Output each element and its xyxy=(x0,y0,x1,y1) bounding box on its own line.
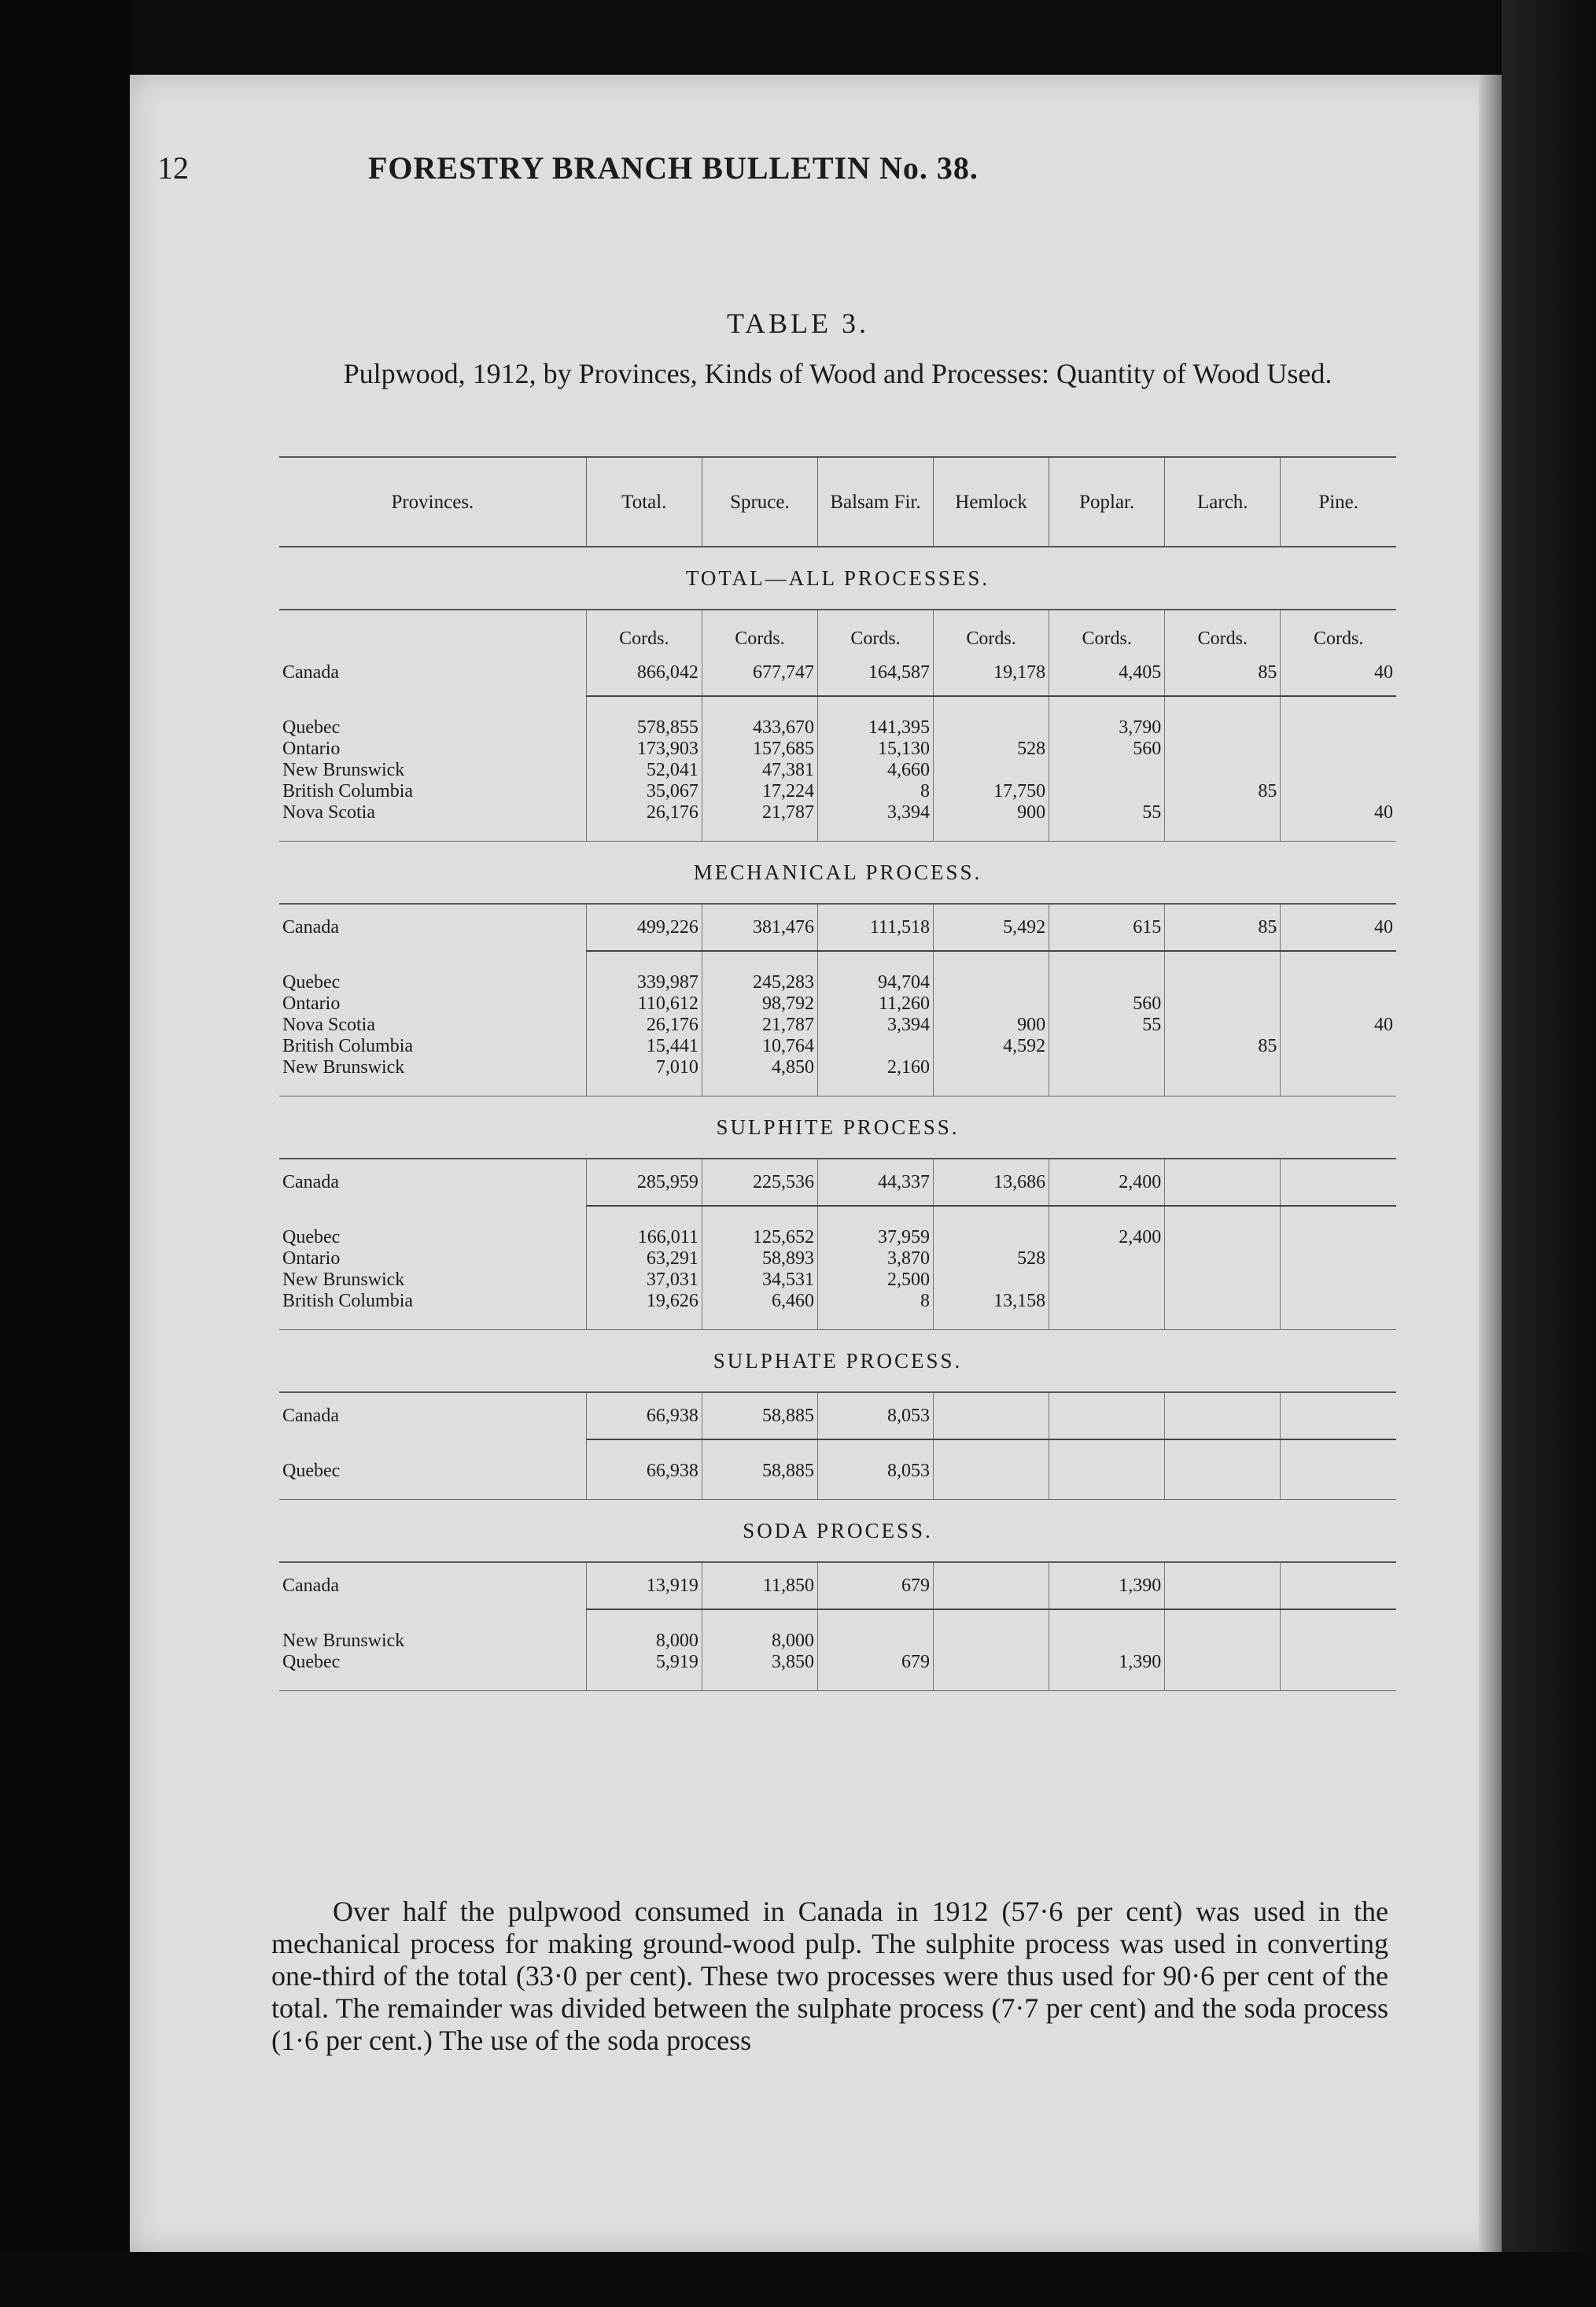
value-cell xyxy=(934,1057,1049,1096)
value-cell: 15,130 xyxy=(817,739,933,760)
value-cell: 19,626 xyxy=(586,1291,702,1330)
value-cell: 26,176 xyxy=(586,1015,702,1036)
value-cell xyxy=(1049,1291,1165,1330)
value-cell: 94,704 xyxy=(817,972,933,993)
table-number: TABLE 3. xyxy=(726,308,870,339)
value-cell: 615 xyxy=(1049,904,1165,951)
spacer-cell xyxy=(934,1609,1049,1631)
province-label: Canada xyxy=(282,1406,339,1426)
table-body xyxy=(279,547,1396,1691)
spacer-cell xyxy=(586,1439,702,1461)
value-cell: 11,260 xyxy=(817,993,933,1015)
section-title-row xyxy=(279,1096,1396,1159)
province-label: Quebec xyxy=(282,972,341,993)
spacer-cell xyxy=(702,1609,817,1631)
value-cell xyxy=(1281,739,1396,760)
value-cell: 164,587 xyxy=(817,650,933,696)
spacer-cell xyxy=(702,951,817,972)
spacer-cell xyxy=(817,1206,933,1227)
value-cell xyxy=(1165,1562,1281,1609)
value-cell xyxy=(934,1631,1049,1652)
section-title: SODA PROCESS. xyxy=(279,1500,1396,1563)
value-cell xyxy=(934,1562,1049,1609)
spacer-cell xyxy=(1049,1206,1165,1227)
province-label: Quebec xyxy=(279,1652,586,1691)
table-row xyxy=(279,1227,1396,1248)
spacer-cell xyxy=(279,1206,586,1227)
value-cell: 13,158 xyxy=(934,1291,1049,1330)
column-header: Balsam Fir. xyxy=(817,457,933,547)
value-cell: 2,400 xyxy=(1049,1159,1165,1206)
value-cell xyxy=(1165,1291,1281,1330)
spacer-cell xyxy=(702,1439,817,1461)
value-cell: 3,394 xyxy=(817,1015,933,1036)
table-row xyxy=(279,1291,1396,1330)
spacer-cell xyxy=(1281,1439,1396,1461)
value-cell xyxy=(934,1270,1049,1291)
value-cell: 40 xyxy=(1281,904,1396,951)
value-cell: 66,938 xyxy=(586,1392,702,1439)
value-cell xyxy=(1281,993,1396,1015)
table-row xyxy=(279,1015,1396,1036)
section-title: SULPHITE PROCESS. xyxy=(279,1096,1396,1159)
unit-label: Cords. xyxy=(586,610,702,650)
section-title: TOTAL—ALL PROCESSES. xyxy=(279,547,1396,610)
province-label: Quebec xyxy=(282,717,341,738)
value-cell: 679 xyxy=(817,1562,933,1609)
spacer-row xyxy=(279,696,1396,717)
unit-label: Cords. xyxy=(934,610,1049,650)
province-label: Canada xyxy=(282,917,339,938)
canada-total-row xyxy=(279,650,1396,696)
value-cell: 499,226 xyxy=(586,904,702,951)
table-row xyxy=(279,1652,1396,1691)
province-label: Nova Scotia xyxy=(282,1015,375,1035)
page-number: 12 xyxy=(157,150,189,186)
table-row xyxy=(279,717,1396,739)
value-cell: 1,390 xyxy=(1049,1652,1165,1691)
unit-label: Cords. xyxy=(1165,610,1281,650)
column-header: Poplar. xyxy=(1049,457,1165,547)
scan-border-bottom xyxy=(0,2252,1596,2307)
value-cell: 37,959 xyxy=(817,1227,933,1248)
value-cell: 339,987 xyxy=(586,972,702,993)
value-cell: 8 xyxy=(817,781,933,802)
canada-total-row xyxy=(279,1392,1396,1439)
value-cell: 245,283 xyxy=(702,972,817,993)
value-cell xyxy=(1049,1392,1165,1439)
province-label: Canada xyxy=(282,1575,339,1596)
value-cell xyxy=(1165,1461,1281,1500)
value-cell: 1,390 xyxy=(1049,1562,1165,1609)
page-edge xyxy=(1479,75,1502,2252)
spacer-cell xyxy=(1049,1439,1165,1461)
value-cell: 4,405 xyxy=(1049,650,1165,696)
spacer-cell xyxy=(279,1439,586,1461)
value-cell xyxy=(1165,993,1281,1015)
value-cell: 34,531 xyxy=(702,1270,817,1291)
spacer-cell xyxy=(817,951,933,972)
section-title-row xyxy=(279,1330,1396,1393)
value-cell: 13,686 xyxy=(934,1159,1049,1206)
value-cell: 5,919 xyxy=(586,1652,702,1691)
value-cell xyxy=(1165,1392,1281,1439)
value-cell: 8 xyxy=(817,1291,933,1330)
value-cell xyxy=(1281,1631,1396,1652)
table-header-row xyxy=(279,457,1396,547)
spacer-cell xyxy=(934,1206,1049,1227)
value-cell xyxy=(1281,1227,1396,1248)
value-cell: 13,919 xyxy=(586,1562,702,1609)
section-title-row xyxy=(279,842,1396,905)
spacer-cell xyxy=(586,1206,702,1227)
spacer-cell xyxy=(1165,696,1281,717)
table-row xyxy=(279,1270,1396,1291)
value-cell: 560 xyxy=(1049,993,1165,1015)
value-cell xyxy=(934,993,1049,1015)
value-cell: 2,500 xyxy=(817,1270,933,1291)
value-cell: 3,870 xyxy=(817,1248,933,1270)
value-cell: 157,685 xyxy=(702,739,817,760)
column-header: Total. xyxy=(586,457,702,547)
value-cell xyxy=(1049,1631,1165,1652)
value-cell: 433,670 xyxy=(702,717,817,739)
value-cell: 17,224 xyxy=(702,781,817,802)
spacer-cell xyxy=(1165,1439,1281,1461)
value-cell: 866,042 xyxy=(586,650,702,696)
table-row xyxy=(279,1036,1396,1057)
value-cell xyxy=(1165,1631,1281,1652)
value-cell: 560 xyxy=(1049,739,1165,760)
value-cell: 578,855 xyxy=(586,717,702,739)
value-cell: 44,337 xyxy=(817,1159,933,1206)
value-cell: 11,850 xyxy=(702,1562,817,1609)
value-cell xyxy=(934,760,1049,781)
province-label: British Columbia xyxy=(282,781,414,802)
column-header: Hemlock xyxy=(934,457,1049,547)
value-cell: 40 xyxy=(1281,650,1396,696)
value-cell: 2,400 xyxy=(1049,1227,1165,1248)
table-row xyxy=(279,760,1396,781)
value-cell xyxy=(1281,1461,1396,1500)
spacer-cell xyxy=(1281,1206,1396,1227)
unit-label: Cords. xyxy=(1281,610,1396,650)
value-cell: 4,850 xyxy=(702,1057,817,1096)
value-cell xyxy=(1165,1015,1281,1036)
value-cell xyxy=(1165,1159,1281,1206)
canada-total-row xyxy=(279,1159,1396,1206)
value-cell xyxy=(934,1652,1049,1691)
value-cell: 111,518 xyxy=(817,904,933,951)
unit-label: Cords. xyxy=(817,610,933,650)
table-row xyxy=(279,802,1396,842)
value-cell: 2,160 xyxy=(817,1057,933,1096)
value-cell: 528 xyxy=(934,739,1049,760)
body-paragraph xyxy=(271,1896,1388,2057)
spacer-cell xyxy=(586,951,702,972)
province-label: Ontario xyxy=(282,739,341,759)
value-cell xyxy=(1165,1057,1281,1096)
province-label: British Columbia xyxy=(279,1291,586,1330)
value-cell xyxy=(817,1036,933,1057)
value-cell: 66,938 xyxy=(586,1461,702,1500)
table-row xyxy=(279,1461,1396,1500)
section-title-row xyxy=(279,1500,1396,1563)
table-caption: Pulpwood, 1912, by Provinces, Kinds of Wood and Processes: Quantity of Wood Used. xyxy=(343,358,1332,389)
value-cell: 679 xyxy=(817,1652,933,1691)
value-cell xyxy=(1049,1248,1165,1270)
value-cell: 8,000 xyxy=(702,1631,817,1652)
scan-border-top xyxy=(0,0,1596,75)
value-cell: 3,850 xyxy=(702,1652,817,1691)
spacer-cell xyxy=(586,696,702,717)
value-cell: 35,067 xyxy=(586,781,702,802)
units-spacer xyxy=(279,610,586,650)
table-row xyxy=(279,993,1396,1015)
table-row xyxy=(279,1248,1396,1270)
spacer-cell xyxy=(1281,696,1396,717)
province-label: New Brunswick xyxy=(282,1631,405,1651)
province-label: Nova Scotia xyxy=(279,802,586,842)
value-cell: 63,291 xyxy=(586,1248,702,1270)
value-cell: 55 xyxy=(1049,802,1165,842)
unit-label: Cords. xyxy=(702,610,817,650)
value-cell xyxy=(934,717,1049,739)
value-cell xyxy=(1165,1652,1281,1691)
value-cell: 15,441 xyxy=(586,1036,702,1057)
value-cell xyxy=(1165,1227,1281,1248)
province-label: Quebec xyxy=(279,1461,586,1500)
value-cell xyxy=(1049,1036,1165,1057)
value-cell xyxy=(817,1631,933,1652)
value-cell: 37,031 xyxy=(586,1270,702,1291)
value-cell: 8,000 xyxy=(586,1631,702,1652)
value-cell: 40 xyxy=(1281,802,1396,842)
spacer-cell xyxy=(817,1609,933,1631)
value-cell xyxy=(1049,972,1165,993)
value-cell: 17,750 xyxy=(934,781,1049,802)
units-row xyxy=(279,610,1396,650)
unit-label: Cords. xyxy=(1049,610,1165,650)
value-cell: 4,660 xyxy=(817,760,933,781)
paragraph-text: Over half the pulpwood consumed in Canada in 1912 (57·6 per cent) was used in the mechanical process for making ground-wood pulp. The sulphite process was used in converting one-third of the total (33·0 per cent). These two processes were thus used for 90·6 per cent of the total. The remainder was divided between the sulphate process (7·7 per cent) and the soda process (1·6 per cent.) The use of the soda process xyxy=(271,1896,1388,2056)
value-cell: 47,381 xyxy=(702,760,817,781)
value-cell: 4,592 xyxy=(934,1036,1049,1057)
value-cell xyxy=(1281,1291,1396,1330)
province-label: New Brunswick xyxy=(282,1270,405,1290)
value-cell: 85 xyxy=(1165,904,1281,951)
value-cell xyxy=(1281,1652,1396,1691)
value-cell xyxy=(1281,781,1396,802)
spacer-cell xyxy=(586,1609,702,1631)
value-cell: 58,885 xyxy=(702,1392,817,1439)
table-row xyxy=(279,972,1396,993)
value-cell xyxy=(1281,1159,1396,1206)
value-cell xyxy=(1281,1562,1396,1609)
value-cell: 26,176 xyxy=(586,802,702,842)
spacer-cell xyxy=(934,1439,1049,1461)
value-cell: 6,460 xyxy=(702,1291,817,1330)
running-title: FORESTRY BRANCH BULLETIN No. 38. xyxy=(368,150,979,186)
table-row xyxy=(279,1057,1396,1096)
value-cell xyxy=(1281,1248,1396,1270)
value-cell xyxy=(1281,1392,1396,1439)
value-cell xyxy=(1281,1270,1396,1291)
value-cell xyxy=(1049,1057,1165,1096)
value-cell xyxy=(1165,1270,1281,1291)
value-cell xyxy=(934,1227,1049,1248)
value-cell xyxy=(934,972,1049,993)
value-cell: 85 xyxy=(1165,650,1281,696)
province-label: Ontario xyxy=(282,993,341,1014)
pulpwood-table xyxy=(279,456,1396,1691)
value-cell xyxy=(1165,1248,1281,1270)
value-cell: 40 xyxy=(1281,1015,1396,1036)
section-title: SULPHATE PROCESS. xyxy=(279,1330,1396,1393)
column-header: Provinces. xyxy=(279,457,586,547)
scan-border-right xyxy=(1502,0,1596,2307)
province-label: Canada xyxy=(282,662,339,683)
spacer-row xyxy=(279,1206,1396,1227)
value-cell: 141,395 xyxy=(817,717,933,739)
value-cell: 677,747 xyxy=(702,650,817,696)
spacer-row xyxy=(279,1609,1396,1631)
value-cell: 5,492 xyxy=(934,904,1049,951)
value-cell xyxy=(1165,802,1281,842)
value-cell: 381,476 xyxy=(702,904,817,951)
value-cell: 3,790 xyxy=(1049,717,1165,739)
value-cell: 85 xyxy=(1165,1036,1281,1057)
value-cell xyxy=(1049,1461,1165,1500)
value-cell xyxy=(1281,1057,1396,1096)
value-cell xyxy=(1049,760,1165,781)
value-cell: 3,394 xyxy=(817,802,933,842)
value-cell: 125,652 xyxy=(702,1227,817,1248)
value-cell xyxy=(934,1461,1049,1500)
value-cell xyxy=(1281,760,1396,781)
spacer-cell xyxy=(934,696,1049,717)
table-row xyxy=(279,781,1396,802)
value-cell: 8,053 xyxy=(817,1461,933,1500)
value-cell: 528 xyxy=(934,1248,1049,1270)
value-cell: 52,041 xyxy=(586,760,702,781)
spacer-cell xyxy=(1165,1206,1281,1227)
value-cell: 98,792 xyxy=(702,993,817,1015)
value-cell: 21,787 xyxy=(702,802,817,842)
value-cell: 58,885 xyxy=(702,1461,817,1500)
spacer-cell xyxy=(279,951,586,972)
value-cell xyxy=(1281,1036,1396,1057)
province-label: Quebec xyxy=(282,1227,341,1247)
spacer-cell xyxy=(1049,1609,1165,1631)
canada-total-row xyxy=(279,904,1396,951)
value-cell xyxy=(1165,760,1281,781)
value-cell xyxy=(1281,717,1396,739)
value-cell xyxy=(1165,972,1281,993)
value-cell xyxy=(934,1392,1049,1439)
value-cell: 55 xyxy=(1049,1015,1165,1036)
spacer-cell xyxy=(279,1609,586,1631)
value-cell: 900 xyxy=(934,802,1049,842)
province-label: New Brunswick xyxy=(279,1057,586,1096)
canada-total-row xyxy=(279,1562,1396,1609)
spacer-cell xyxy=(1165,951,1281,972)
spacer-row xyxy=(279,1439,1396,1461)
value-cell xyxy=(1165,739,1281,760)
value-cell xyxy=(1165,717,1281,739)
spacer-cell xyxy=(1165,1609,1281,1631)
value-cell: 900 xyxy=(934,1015,1049,1036)
value-cell xyxy=(1281,972,1396,993)
value-cell: 8,053 xyxy=(817,1392,933,1439)
table-row xyxy=(279,1631,1396,1652)
spacer-cell xyxy=(934,951,1049,972)
spacer-cell xyxy=(817,696,933,717)
value-cell: 19,178 xyxy=(934,650,1049,696)
spacer-cell xyxy=(1281,1609,1396,1631)
value-cell: 166,011 xyxy=(586,1227,702,1248)
value-cell: 85 xyxy=(1165,781,1281,802)
column-header: Larch. xyxy=(1165,457,1281,547)
spacer-cell xyxy=(1281,951,1396,972)
spacer-cell xyxy=(702,696,817,717)
value-cell: 225,536 xyxy=(702,1159,817,1206)
value-cell: 285,959 xyxy=(586,1159,702,1206)
section-title: MECHANICAL PROCESS. xyxy=(279,842,1396,905)
spacer-row xyxy=(279,951,1396,972)
column-header: Pine. xyxy=(1281,457,1396,547)
spacer-cell xyxy=(817,1439,933,1461)
value-cell: 10,764 xyxy=(702,1036,817,1057)
province-label: New Brunswick xyxy=(282,760,405,780)
table-row xyxy=(279,739,1396,760)
value-cell xyxy=(1049,1270,1165,1291)
province-label: British Columbia xyxy=(282,1036,414,1056)
value-cell: 110,612 xyxy=(586,993,702,1015)
value-cell: 7,010 xyxy=(586,1057,702,1096)
spacer-cell xyxy=(1049,951,1165,972)
value-cell: 21,787 xyxy=(702,1015,817,1036)
province-label: Canada xyxy=(282,1172,339,1192)
scan-border-left xyxy=(0,0,130,2307)
value-cell: 173,903 xyxy=(586,739,702,760)
section-title-row xyxy=(279,547,1396,610)
spacer-cell xyxy=(279,696,586,717)
column-header: Spruce. xyxy=(702,457,817,547)
value-cell: 58,893 xyxy=(702,1248,817,1270)
value-cell xyxy=(1049,781,1165,802)
spacer-cell xyxy=(1049,696,1165,717)
page-header xyxy=(157,149,1384,197)
spacer-cell xyxy=(702,1206,817,1227)
province-label: Ontario xyxy=(282,1248,341,1269)
